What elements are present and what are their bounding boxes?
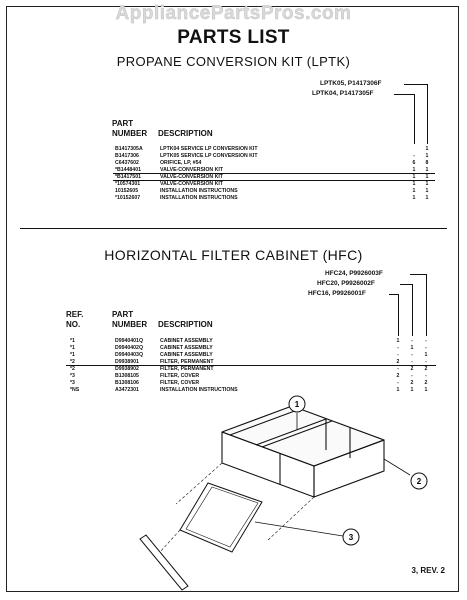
qty: - [411,352,413,358]
qty: 1 [412,181,416,187]
qty: - [411,338,413,344]
part-number: B1308106 [115,380,139,386]
part-description: LPTK04 SERVICE LP CONVERSION KIT [160,146,258,152]
part-description: ORIFICE, LP, #54 [160,160,202,166]
part-number: *10152607 [115,195,141,201]
part-number: *10574301 [115,181,141,187]
explode-lines [160,463,314,552]
hfc-section-title: HORIZONTAL FILTER CABINET (HFC) [104,247,363,263]
qty: 1 [424,387,428,393]
ref-number: *3 [70,380,75,386]
part-number: D9938901 [115,359,139,365]
ref-number: *NS [70,387,80,393]
qty: 2 [424,366,428,372]
lptk-header-description: DESCRIPTION [158,129,213,138]
qty: 2 [396,359,400,365]
qty: 1 [425,146,429,152]
part-number: B1308105 [115,373,139,379]
part-description: INSTALLATION INSTRUCTIONS [160,195,238,201]
part-number: 10152605 [115,188,139,194]
hfc-model-1: HFC24, P9926003F [325,270,383,277]
part-number: A3472301 [115,387,139,393]
qty: 2 [410,380,414,386]
part-description: CABINET ASSEMBLY [160,352,213,358]
qty: 1 [412,167,416,173]
part-number: *B1417501 [115,174,141,180]
filter-cover-bar [140,535,188,590]
qty: 1 [425,153,429,159]
lptk-header-part: PART [112,119,134,128]
qty: 2 [410,366,414,372]
qty: 1 [412,174,416,180]
qty: - [411,373,413,379]
qty: 1 [412,188,416,194]
part-description: VALVE-CONVERSION KIT [160,167,223,173]
qty: 2 [424,380,428,386]
hfc-header-no: NO. [66,320,81,329]
qty: - [425,345,427,351]
qty: 1 [412,195,416,201]
qty: - [411,359,413,365]
qty: 1 [424,352,428,358]
filter-panel-outline [180,483,262,552]
watermark: AppliancePartsPros.com [115,3,352,24]
callout-label-3: 3 [348,533,354,542]
qty: - [397,366,399,372]
qty: 6 [412,160,416,166]
part-number: D9940402Q [115,345,143,351]
ref-number: *1 [70,338,75,344]
qty: - [425,359,427,365]
hfc-model-2: HFC20, P9926002F [317,280,375,287]
qty: - [397,352,399,358]
part-description: FILTER, COVER [160,373,200,379]
qty: 1 [425,195,429,201]
part-number: D9938902 [115,366,139,372]
qty: 1 [396,387,400,393]
part-description: VALVE-CONVERSION KIT [160,174,223,180]
hfc-header-description: DESCRIPTION [158,320,213,329]
page-footer: 3, REV. 2 [411,566,445,575]
part-description: FILTER, PERMANENT [160,366,214,372]
lptk-model-1: LPTK05, P1417306F [320,80,382,87]
part-description: FILTER, COVER [160,380,200,386]
lptk-header-number: NUMBER [112,129,148,138]
lptk-model-2: LPTK04, P1417305F [312,90,374,97]
part-description: FILTER, PERMANENT [160,359,214,365]
ref-number: *3 [70,373,75,379]
ref-number: *1 [70,345,75,351]
callout-label-2: 2 [416,477,422,486]
ref-number: *2 [70,359,75,365]
qty: 1 [425,188,429,194]
part-number: B1417305A [115,146,143,152]
qty: - [413,153,415,159]
cabinet-outline [222,406,384,497]
hfc-header-number: NUMBER [112,320,148,329]
qty: 1 [425,174,429,180]
ref-number: *2 [70,366,75,372]
qty: 2 [396,373,400,379]
qty: - [425,338,427,344]
qty: 1 [425,181,429,187]
callout-label-1: 1 [294,400,300,409]
qty: - [425,373,427,379]
ref-number: *1 [70,352,75,358]
qty: - [397,380,399,386]
qty: 1 [410,387,414,393]
hfc-header-ref: REF. [66,310,84,319]
qty: 8 [425,160,429,166]
part-number: B1417306 [115,153,139,159]
qty: - [397,345,399,351]
qty: 1 [425,167,429,173]
qty: 1 [396,338,400,344]
qty: 1 [410,345,414,351]
part-description: CABINET ASSEMBLY [160,338,213,344]
hfc-model-3: HFC16, P9926001F [308,290,366,297]
lptk-section-title: PROPANE CONVERSION KIT (LPTK) [116,54,351,69]
part-description: INSTALLATION INSTRUCTIONS [160,188,238,194]
part-description: LPTK05 SERVICE LP CONVERSION KIT [160,153,258,159]
part-number: D9940401Q [115,338,143,344]
part-number: *B1448401 [115,167,141,173]
part-description: INSTALLATION INSTRUCTIONS [160,387,238,393]
part-description: CABINET ASSEMBLY [160,345,213,351]
part-number: C6437602 [115,160,139,166]
part-number: D9940403Q [115,352,143,358]
part-description: VALVE-CONVERSION KIT [160,181,223,187]
page-title: PARTS LIST [177,27,290,48]
hfc-header-part: PART [112,310,134,319]
